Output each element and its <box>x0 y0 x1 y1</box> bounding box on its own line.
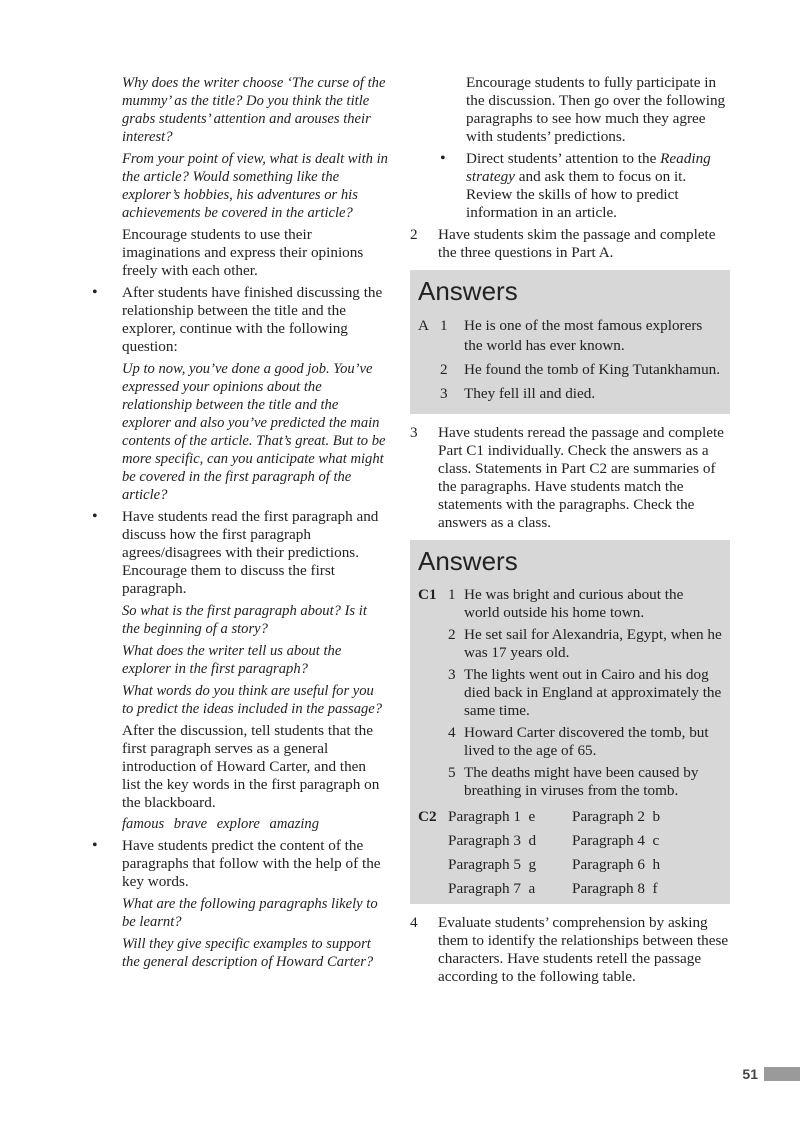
page-number-bar <box>764 1067 800 1081</box>
answer-text: He is one of the most famous explorers the world has ever known. <box>464 317 703 354</box>
page-number <box>742 1066 800 1082</box>
step-3 <box>410 424 730 532</box>
question-specific-examples: Will they give specific examples to support the general description of Howard Carter? <box>122 936 374 970</box>
answers-heading: Answers <box>418 276 518 306</box>
answer-number: 3 <box>448 666 456 683</box>
question-title-choice: Why does the writer choose ‘The curse of the mummy’ as the title? Do you think the title grabs students’ attention and arouses their interest? <box>122 75 386 145</box>
page-number-text: 51 <box>742 1066 758 1082</box>
right-column <box>410 74 730 986</box>
match-cell: Paragraph 5 g <box>448 856 537 873</box>
instruction-after-discussion: After the discussion, tell students that the first paragraph serves as a general introduction of Howard Carter, and then list the key words in the first paragraph on the blackboard. <box>122 722 380 811</box>
left-column <box>92 74 388 975</box>
answer-row <box>418 384 722 404</box>
answer-row <box>418 360 722 380</box>
bullet-predict-content: • Have students predict the content of the paragraphs that follow with the help of the key words. <box>122 837 388 891</box>
reading-strategy-text-a: Direct students’ attention to the <box>466 150 661 167</box>
bullet-after-discussion: • After students have finished discussing the relationship between the title and the explorer, continue with the following question: <box>122 284 388 356</box>
answer-text: They fell ill and died. <box>464 385 596 402</box>
answer-row <box>418 764 722 800</box>
answers-heading: Answers <box>418 546 518 576</box>
question-article-content: From your point of view, what is dealt with in the article? Would something like the explorer’s hobbies, his adventures or his achievements be covered in the article? <box>122 151 388 221</box>
answer-row <box>418 586 722 622</box>
match-cell: Paragraph 4 c <box>572 832 660 849</box>
step-number: 3 <box>410 424 418 441</box>
match-cell: Paragraph 2 b <box>572 808 661 825</box>
answer-row <box>418 316 722 356</box>
answer-number: 1 <box>440 317 448 334</box>
answer-text: The lights went out in Cairo and his dog died back in England at approximately the same time. <box>464 666 722 719</box>
instruction-imaginations: Encourage students to use their imaginations and express their opinions freely with each other. <box>122 226 364 279</box>
match-cell: Paragraph 7 a <box>448 880 536 897</box>
match-cell: Paragraph 1 e <box>448 808 536 825</box>
paragraph-match-table <box>418 808 722 898</box>
answer-label: C1 <box>418 586 437 603</box>
question-first-paragraph-about: So what is the first paragraph about? Is it the beginning of a story? <box>122 603 367 637</box>
answer-number: 3 <box>440 385 448 402</box>
answers-box-c <box>410 540 730 904</box>
reading-strategy-emphasis: Reading strategy <box>466 150 711 185</box>
step-text: Have students skim the passage and complete the three questions in Part A. <box>438 226 716 261</box>
step-number: 2 <box>410 226 418 243</box>
step-text: Evaluate students’ comprehension by asking them to identify the relationships between these characters. Have students retell the passage according to the following table. <box>438 914 729 985</box>
step-2 <box>410 226 730 262</box>
instruction-participate: Encourage students to fully participate in the discussion. Then go over the following paragraphs to see how much they agree with students’ predictions. <box>466 74 726 145</box>
answer-label: A <box>418 317 429 334</box>
reading-strategy-text-b: and ask them to focus on it. Review the skills of how to predict information in an article. <box>466 168 687 221</box>
answer-number: 4 <box>448 724 456 741</box>
answer-text: The deaths might have been caused by breathing in viruses from the tomb. <box>464 764 699 799</box>
answer-number: 1 <box>448 586 456 603</box>
bullet-read-first-paragraph: • Have students read the first paragraph and discuss how the first paragraph agrees/disagrees with their predictions. Encourage them to discuss the first paragraph. <box>122 508 388 598</box>
answer-row <box>418 666 722 720</box>
question-first-paragraph-anticipate: Up to now, you’ve done a good job. You’ve expressed your opinions about the relationship between the title and the explorer and also you’ve predicted the main contents of the article. That’s great. But to be more specific, can you anticipate what might be covered in the first paragraph of the article? <box>122 361 386 503</box>
answer-number: 2 <box>440 361 448 378</box>
answer-text: He found the tomb of King Tutankhamun. <box>464 361 721 378</box>
question-useful-words: What words do you think are useful for you to predict the ideas included in the passage? <box>122 683 383 717</box>
step-number: 4 <box>410 914 418 931</box>
question-following-paragraphs: What are the following paragraphs likely to be learnt? <box>122 896 378 930</box>
answer-label: C2 <box>418 808 437 825</box>
key-words: famous brave explore amazing <box>122 816 320 832</box>
step-text: Have students reread the passage and complete Part C1 individually. Check the answers as a class. Statements in Part C2 are summaries of the paragraphs. Have students match the statements with the paragraphs. Check the answers as a class. <box>438 424 724 531</box>
answer-row <box>418 626 722 662</box>
answer-text: Howard Carter discovered the tomb, but lived to the age of 65. <box>464 724 709 759</box>
answer-row <box>418 724 722 760</box>
answers-box-a <box>410 270 730 414</box>
answer-number: 5 <box>448 764 456 781</box>
answer-text: He was bright and curious about the world outside his home town. <box>464 586 684 621</box>
match-cell: Paragraph 8 f <box>572 880 658 897</box>
question-writer-tells: What does the writer tell us about the explorer in the first paragraph? <box>122 643 342 677</box>
step-4 <box>410 914 730 986</box>
answer-text: He set sail for Alexandria, Egypt, when he was 17 years old. <box>464 626 722 661</box>
match-cell: Paragraph 6 h <box>572 856 661 873</box>
match-cell: Paragraph 3 d <box>448 832 537 849</box>
bullet-reading-strategy <box>466 150 730 222</box>
answer-number: 2 <box>448 626 456 643</box>
